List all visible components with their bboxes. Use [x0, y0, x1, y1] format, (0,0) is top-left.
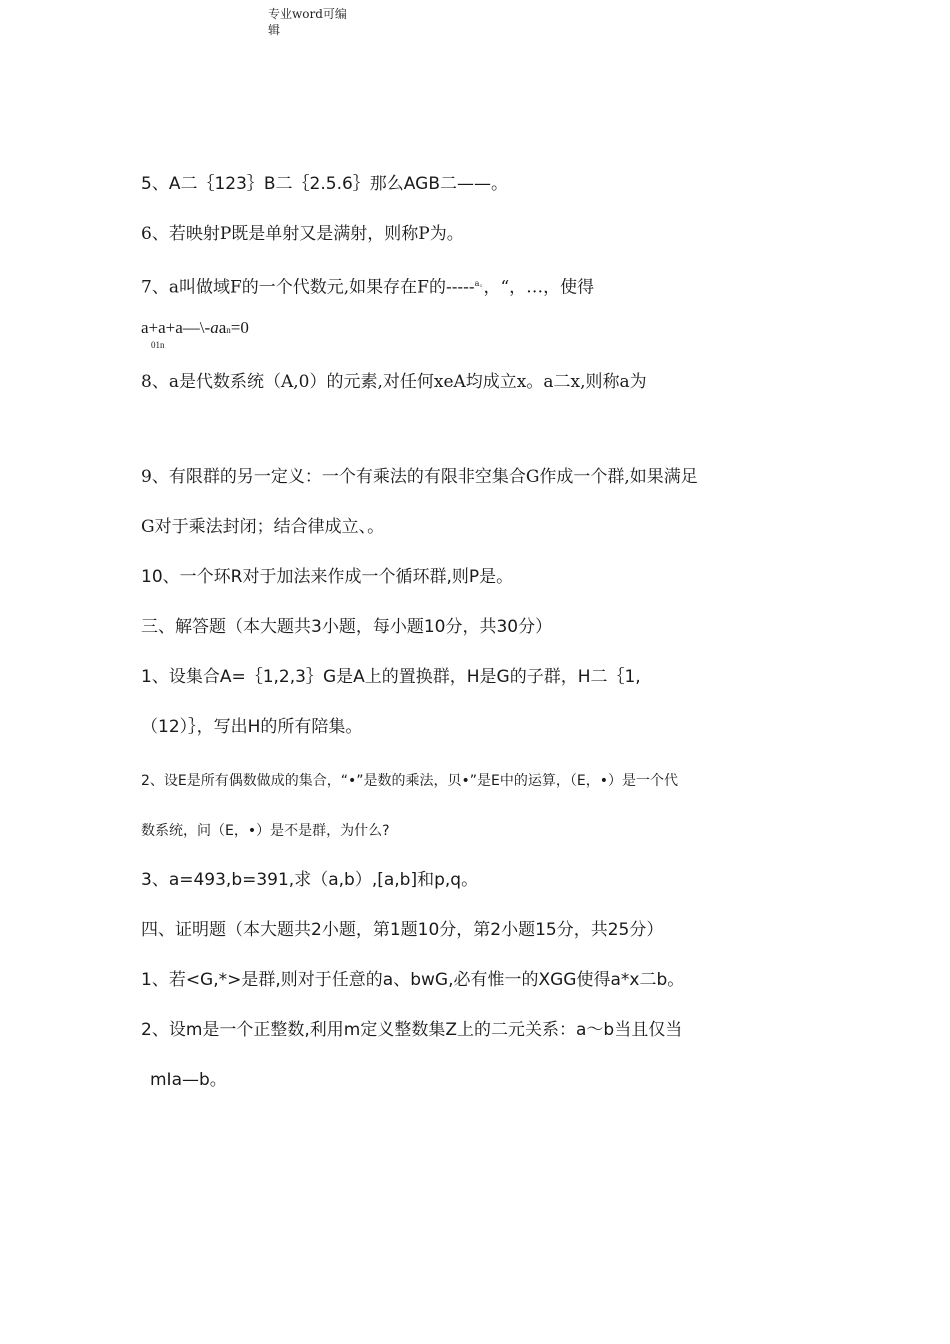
question-7-formula: [141, 318, 249, 340]
question-7-text-b: ，“，…，使得: [483, 277, 595, 298]
question-9-line-1: 9、有限群的另一定义：一个有乘法的有限非空集合G作成一个群,如果满足: [141, 467, 698, 487]
question-10: 10、一个环R对于加法来作成一个循环群,则P是。: [141, 567, 514, 587]
document-header: [268, 6, 368, 38]
answer-2-line-1: 2、设E是所有偶数做成的集合，“•”是数的乘法，贝•”是E中的运算，（E，•）是一个代: [141, 773, 678, 789]
answer-1-line-2: （12）｝，写出H的所有陪集。: [141, 717, 363, 737]
question-5: 5、A二｛123｝B二｛2.5.6｝那么AGB二——。: [141, 174, 508, 194]
question-7-text-a: 7、a叫做域F的一个代数元,如果存在F的-----: [141, 277, 475, 298]
proof-2-line-2: mIa—b。: [150, 1070, 227, 1090]
answer-2-line-2: 数系统，问（E，•）是不是群，为什么?: [141, 823, 390, 839]
question-7-tiny: a。: [474, 279, 484, 288]
question-9-line-2: G对于乘法封闭；结合律成立、。: [141, 517, 385, 537]
question-8: 8、a是代数系统（A,0）的元素,对任何xeA均成立x。a二x,则称a为: [141, 372, 647, 392]
question-6: 6、若映射P既是单射又是满射，则称P为。: [141, 224, 464, 244]
header-line-1: 专业word可编: [268, 7, 347, 21]
answer-1-line-1: 1、设集合A=｛1,2,3｝G是A上的置换群，H是G的子群，H二｛1,: [141, 667, 641, 687]
formula-subscript-n: n: [226, 325, 231, 335]
formula-a-n: a: [218, 318, 227, 337]
formula-subscripts: 01n: [151, 340, 165, 350]
section-4-heading: 四、证明题（本大题共2小题，第1题10分，第2小题15分，共25分）: [141, 920, 664, 940]
question-7: [141, 273, 594, 299]
proof-1: 1、若<G,*>是群,则对于任意的a、bwG,必有惟一的XGG使得a*x二b。: [141, 970, 685, 990]
formula-main: a+a+a—\-: [141, 318, 211, 337]
proof-2-line-1: 2、设m是一个正整数,利用m定义整数集Z上的二元关系：a〜b当且仅当: [141, 1020, 683, 1040]
section-3-heading: 三、解答题（本大题共3小题，每小题10分，共30分）: [141, 617, 553, 637]
formula-end: =0: [230, 318, 249, 337]
header-line-2: 辑: [268, 23, 281, 37]
answer-3: 3、a=493,b=391,求（a,b）,[a,b]和p,q。: [141, 870, 479, 890]
formula-italic-a: a: [210, 318, 219, 337]
